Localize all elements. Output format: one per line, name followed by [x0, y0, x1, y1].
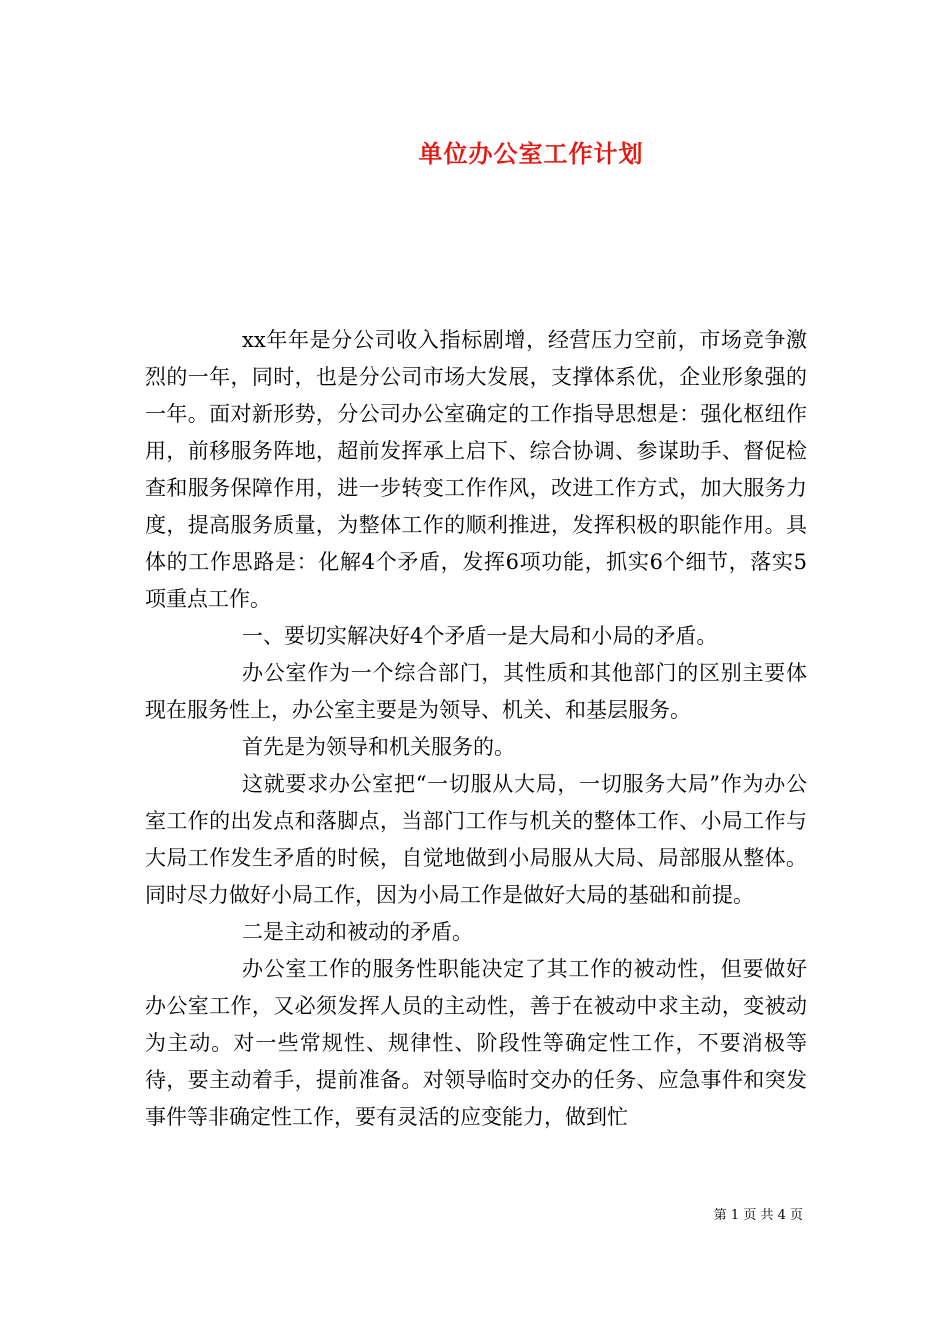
paragraph-office-role: 办公室作为一个综合部门，其性质和其他部门的区别主要体现在服务性上，办公室主要是为领导、机关、和基层服务。 — [145, 661, 807, 722]
page-number-footer — [714, 1204, 803, 1223]
paragraph-section-one-heading: 一、要切实解决好4个矛盾一是大局和小局的矛盾。 — [242, 624, 718, 648]
paragraph-intro: xx年年是分公司收入指标剧增，经营压力空前，市场竞争激烈的一年，同时，也是分公司市场大发展，支撑体系优，企业形象强的一年。面对新形势，分公司办公室确定的工作指导思想是：强化枢纽作用，前移服务阵地，超前发挥承上启下、综合协调、参谋助手、督促检查和服务保障作用，进一步转变工作作风，改进工作方式，加大服务力度，提高服务质量，为整体工作的顺利推进，发挥积极的职能作用。具体的工作思路是：化解4个矛盾，发挥6项功能，抓实6个细节，落实5项重点工作。 — [145, 328, 807, 611]
paragraph-initiative: 办公室工作的服务性职能决定了其工作的被动性，但要做好办公室工作，又必须发挥人员的主动性，善于在被动中求主动，变被动为主动。对一些常规性、规律性、阶段性等确定性工作，不要消极等待，要主动着手，提前准备。对领导临时交办的任务、应急事件和突发事件等非确定性工作，要有灵活的应变能力，做到忙 — [145, 957, 807, 1129]
paragraph-overall-situation: 这就要求办公室把“一切服从大局，一切服务大局”作为办公室工作的出发点和落脚点，当部门工作与机关的整体工作、小局工作与大局工作发生矛盾的时候，自觉地做到小局服从大局、局部服从整体。同时尽力做好小局工作，因为小局工作是做好大局的基础和前提。 — [145, 772, 807, 907]
page-number-text: 第 1 页 共 4 页 — [713, 1208, 803, 1223]
paragraph-serve-leadership: 首先是为领导和机关服务的。 — [242, 735, 515, 759]
document-body — [145, 322, 807, 1136]
paragraph-second-contradiction: 二是主动和被动的矛盾。 — [242, 920, 473, 944]
document-title: 单位办公室工作计划 — [418, 139, 644, 168]
